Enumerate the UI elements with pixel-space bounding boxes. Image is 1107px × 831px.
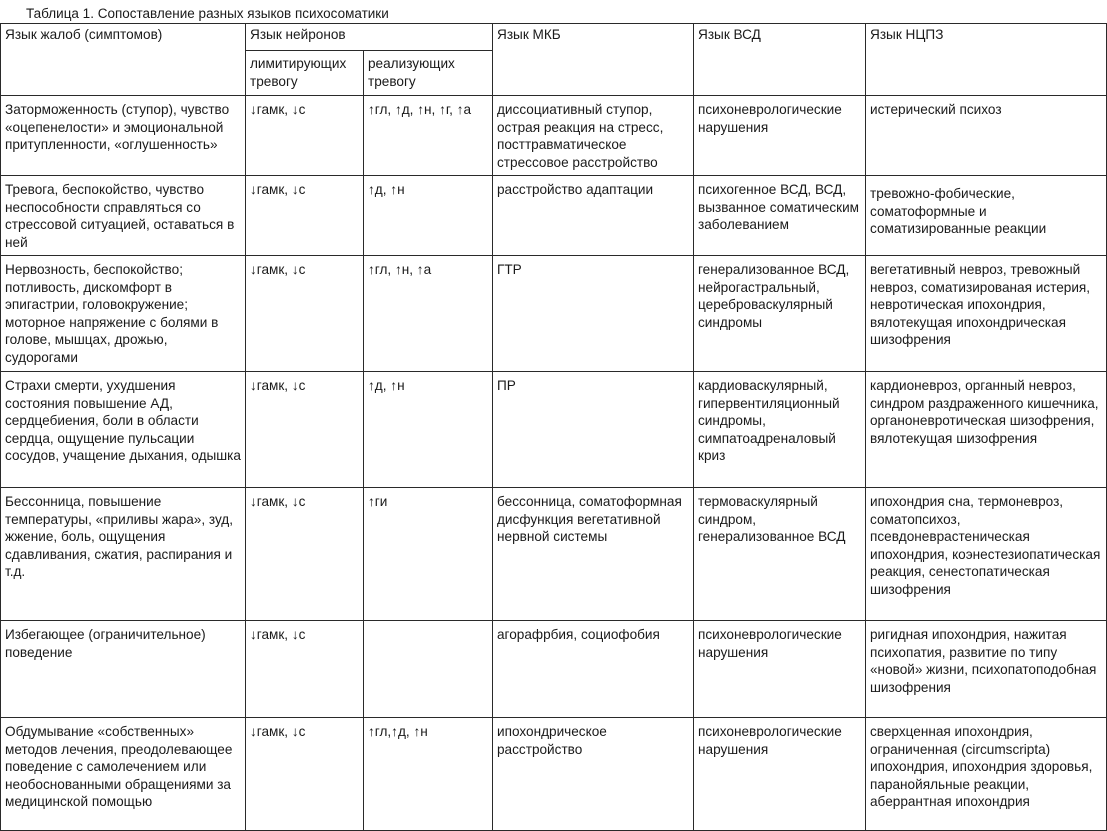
cell-vsd: психогенное ВСД, ВСД, вызванное соматическим заболеванием	[694, 176, 866, 256]
table-caption: Таблица 1. Сопоставление разных языков психосоматики	[26, 6, 389, 21]
cell-realizing: ↑гл,↑д, ↑н	[364, 718, 493, 831]
table-row	[1, 488, 1107, 621]
cell-ncpz: кардионевроз, органный невроз, синдром раздраженного кишечника, органоневротическая шизофрения, вялотекущая шизофрения	[866, 372, 1107, 488]
header-vsd: Язык ВСД	[694, 24, 866, 96]
cell-vsd: генерализованное ВСД, нейрогастральный, цереброваскулярный синдромы	[694, 256, 866, 372]
cell-complaints: Тревога, беспокойство, чувство неспособности справляться со стрессовой ситуацией, оставаться в ней	[1, 176, 246, 256]
cell-vsd: психоневрологические нарушения	[694, 96, 866, 176]
cell-limiting: ↓гамк, ↓с	[246, 621, 364, 718]
cell-limiting: ↓гамк, ↓с	[246, 488, 364, 621]
cell-icd: диссоциативный ступор, острая реакция на стресс, посттравматическое стрессовое расстройство	[493, 96, 694, 176]
cell-complaints: Нервозность, беспокойство; потливость, дискомфорт в эпигастрии, головокружение; моторное напряжение с болями в голове, мышцах, дрожью, судорогами	[1, 256, 246, 372]
cell-realizing: ↑д, ↑н	[364, 372, 493, 488]
cell-limiting: ↓гамк, ↓с	[246, 96, 364, 176]
cell-limiting: ↓гамк, ↓с	[246, 176, 364, 256]
cell-complaints: Обдумывание «собственных» методов лечения, преодолевающее поведение с самолечением или необоснованными обращениями за медицинской помощью	[1, 718, 246, 831]
cell-icd: расстройство адаптации	[493, 176, 694, 256]
psychosomatics-table	[0, 23, 1107, 831]
cell-ncpz: тревожно-фобические, соматоформные и соматизированные реакции	[866, 176, 1107, 256]
cell-ncpz: ипохондрия сна, термоневроз, соматопсихоз, псевдоневрастеническая ипохондрия, коэнестезиопатическая реакция, сенестопатическая шизофрения	[866, 488, 1107, 621]
table-row	[1, 372, 1107, 488]
table-row	[1, 718, 1107, 831]
table-row	[1, 96, 1107, 176]
cell-ncpz: истерический психоз	[866, 96, 1107, 176]
cell-realizing: ↑гл, ↑н, ↑а	[364, 256, 493, 372]
cell-realizing	[364, 621, 493, 718]
cell-complaints: Заторможенность (ступор), чувство «оцепенелости» и эмоциональной притупленности, «оглушенность»	[1, 96, 246, 176]
header-icd: Язык МКБ	[493, 24, 694, 96]
table-row	[1, 256, 1107, 372]
cell-ncpz: вегетативный невроз, тревожный невроз, соматизированая истерия, невротическая ипохондрия, вялотекущая ипохондрическая шизофрения	[866, 256, 1107, 372]
cell-realizing: ↑гл, ↑д, ↑н, ↑г, ↑а	[364, 96, 493, 176]
cell-complaints: Бессонница, повышение температуры, «приливы жара», зуд, жжение, боль, ощущения сдавливания, сжатия, распирания и т.д.	[1, 488, 246, 621]
cell-vsd: психоневрологические нарушения	[694, 718, 866, 831]
cell-limiting: ↓гамк, ↓с	[246, 372, 364, 488]
cell-vsd: психоневрологические нарушения	[694, 621, 866, 718]
cell-limiting: ↓гамк, ↓с	[246, 718, 364, 831]
header-neurons: Язык нейронов	[246, 24, 493, 51]
cell-icd: ПР	[493, 372, 694, 488]
cell-ncpz: сверхценная ипохондрия, ограниченная (circumscripta) ипохондрия, ипохондрия здоровья, паранойяльные реакции, аберрантная ипохондрия	[866, 718, 1107, 831]
cell-realizing: ↑ги	[364, 488, 493, 621]
cell-complaints: Страхи смерти, ухудшения состояния повышение АД, сердцебиения, боли в области сердца, ощущение пульсации сосудов, учащение дыхания, одышка	[1, 372, 246, 488]
table-row	[1, 621, 1107, 718]
cell-ncpz: ригидная ипохондрия, нажитая психопатия, развитие по типу «новой» жизни, психопатоподобная шизофрения	[866, 621, 1107, 718]
cell-realizing: ↑д, ↑н	[364, 176, 493, 256]
cell-icd: ГТР	[493, 256, 694, 372]
cell-limiting: ↓гамк, ↓с	[246, 256, 364, 372]
cell-vsd: термоваскулярный синдром, генерализованное ВСД	[694, 488, 866, 621]
table-row	[1, 176, 1107, 256]
cell-icd: ипохондрическое расстройство	[493, 718, 694, 831]
header-row	[1, 24, 1107, 51]
cell-vsd: кардиоваскулярный, гипервентиляционный синдромы, симпатоадреналовый криз	[694, 372, 866, 488]
cell-icd: бессонница, соматоформная дисфункция вегетативной нервной системы	[493, 488, 694, 621]
header-ncpz: Язык НЦПЗ	[866, 24, 1107, 96]
header-complaints: Язык жалоб (симптомов)	[1, 24, 246, 96]
header-realizing: реализующих тревогу	[364, 51, 493, 96]
cell-icd: агорафрбия, социофобия	[493, 621, 694, 718]
cell-complaints: Избегающее (ограничительное) поведение	[1, 621, 246, 718]
header-limiting: лимитирующих тревогу	[246, 51, 364, 96]
